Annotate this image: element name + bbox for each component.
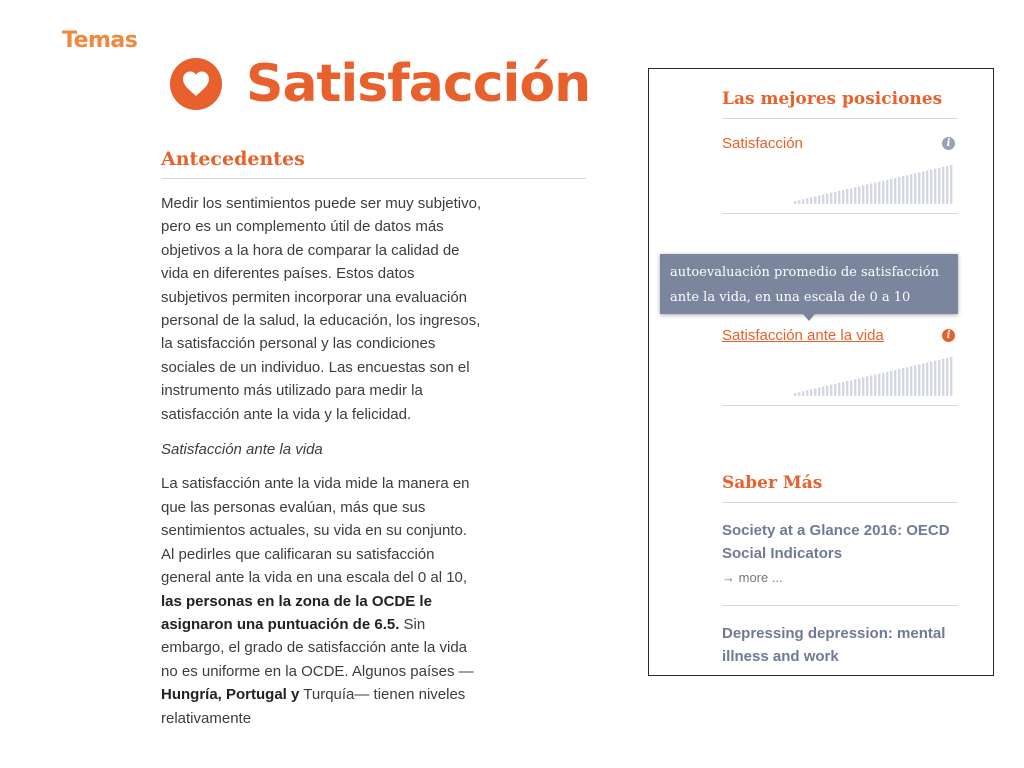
sidebar-panel [648,68,994,676]
ranking-bar [834,384,836,396]
ranking-bar [806,198,808,204]
ranking-bar [798,200,800,204]
ranking-label[interactable]: Satisfacción [722,135,803,152]
ranking-bar [846,189,848,204]
ranking-bar [818,388,820,397]
paragraph-text: Turquía— tienen niveles relativamente [161,686,466,727]
ranking-bar [870,184,872,205]
ranking-bar [830,385,832,396]
ranking-bar [874,183,876,205]
ranking-bar [950,357,952,396]
ranking-bar [878,374,880,396]
ranking-bar [862,185,864,204]
ranking-bar [842,190,844,204]
ranking-bar [838,383,840,396]
paragraph-text: La satisfacción ante la vida mide la manera en que las personas evalúan, más que sus sentimientos actuales, su vida en su conjunto. Al pedirles que calificaran su satisfacción general ante la vida en una escala del 0 al 10, [161,475,470,587]
ranking-bar [930,170,932,204]
ranking-bar [810,197,812,204]
ranking-bar [882,373,884,396]
ranking-bar [802,391,804,396]
ranking-bar [906,175,908,204]
heart-icon [170,58,222,110]
ranking-bar [850,188,852,204]
ranking-bar-chart [794,356,956,396]
ranking-bar [798,392,800,396]
ranking-bar [926,171,928,205]
rankings-heading: Las mejores posiciones [722,89,958,119]
ranking-bar [850,380,852,396]
ranking-bar [886,180,888,204]
ranking-bar [830,193,832,204]
ranking-bar [854,379,856,396]
ranking-bar [890,179,892,204]
ranking-bar [922,172,924,205]
ranking-bar [794,201,796,204]
ranking-bar [926,363,928,397]
ranking-bar [938,168,940,204]
ranking-item-satisfaccion[interactable] [722,133,958,214]
ranking-bar [814,388,816,396]
ranking-bar [814,196,816,204]
ranking-bar [934,361,936,396]
info-icon[interactable]: i [942,137,955,150]
ranking-bar [918,364,920,396]
ranking-bar [922,364,924,397]
ranking-label[interactable]: Satisfacción ante la vida [722,327,884,344]
bold-statement: las personas en la zona de la OCDE le asignaron una puntuación de 6.5. [161,592,432,633]
ranking-bar [906,367,908,396]
subheading-satisfaccion: Satisfacción ante la vida [161,441,323,459]
ranking-bar [902,176,904,204]
section-heading-antecedentes: Antecedentes [161,148,586,179]
article [161,148,586,730]
more-link[interactable]: → more ... [722,570,783,585]
divider [722,605,958,606]
ranking-bar [822,195,824,205]
resource-link[interactable]: Depressing depression: mental illness and work [722,625,946,665]
ranking-bar [806,390,808,396]
ranking-bar [946,358,948,396]
ranking-bar [910,174,912,204]
intro-paragraph: Medir los sentimientos puede ser muy subjetivo, pero es un complemento útil de datos más objetivos a la hora de comparar la calidad de vida en diferentes países. Estos datos subjetivos permiten incorporar una evaluación personal de la salud, la educación, los ingresos, la satisfacción personal y las condiciones sociales de un individuo. Las encuestas son el instrumento más utilizado para medir la satisfacción ante la vida y la felicidad. [161,195,482,423]
resource-item[interactable] [722,622,958,668]
bold-countries: Hungría, Portugal y [161,686,300,704]
ranking-bar-chart [794,164,956,204]
section-label[interactable]: Temas [62,28,138,53]
ranking-bar [946,166,948,204]
ranking-bar [866,184,868,204]
ranking-bar [878,182,880,204]
ranking-bar [874,375,876,397]
ranking-bar [942,167,944,204]
ranking-bar [898,177,900,204]
ranking-bar [914,173,916,204]
ranking-bar [882,181,884,204]
ranking-bar [902,368,904,396]
body-paragraph [161,472,483,729]
ranking-bar [854,187,856,204]
ranking-bar [866,376,868,396]
resource-link[interactable]: Society at a Glance 2016: OECD Social Indicators [722,522,950,562]
ranking-bar [898,369,900,396]
page-title: Satisfacción [246,54,591,114]
ranking-bar [794,393,796,396]
ranking-bar [826,194,828,204]
ranking-bar [890,371,892,396]
ranking-bar [934,169,936,204]
ranking-bar [918,172,920,204]
ranking-bar [858,186,860,204]
ranking-bar [838,191,840,204]
ranking-bar [914,365,916,396]
ranking-bar [870,376,872,397]
ranking-bar [802,199,804,204]
ranking-bar [894,370,896,396]
ranking-bar [862,377,864,396]
tooltip: autoevaluación promedio de satisfacción ante la vida, en una escala de 0 a 10 [660,254,958,314]
ranking-bar [894,178,896,204]
ranking-item-satisfaccion-ante-la-vida[interactable] [722,325,958,406]
resource-item[interactable] [722,519,958,585]
ranking-bar [858,378,860,396]
tooltip-arrow [803,314,815,321]
ranking-bar [938,360,940,396]
ranking-bar [818,196,820,205]
ranking-bar [822,387,824,397]
ranking-bar [930,362,932,396]
ranking-bar [842,382,844,396]
ranking-bar [950,165,952,204]
ranking-bar [846,381,848,396]
paragraph-text: Sin embargo, el grado de satisfacción ante la vida no es uniforme en la OCDE. Algunos países — [161,615,474,680]
ranking-bar [942,359,944,396]
ranking-bar [810,389,812,396]
page-heading [170,52,590,116]
ranking-bar [826,386,828,396]
learn-more-heading: Saber Más [722,473,958,503]
ranking-bar [910,366,912,396]
ranking-bar [886,372,888,396]
ranking-bar [834,192,836,204]
info-icon[interactable]: i [942,329,955,342]
